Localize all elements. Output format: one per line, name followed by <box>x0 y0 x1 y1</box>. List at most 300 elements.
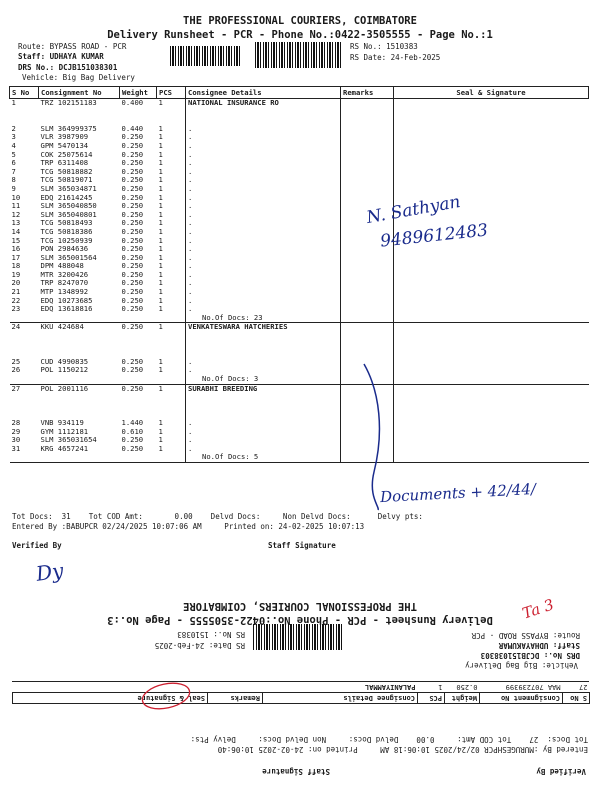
page3-subtitle: Delivery Runsheet - PCR - Phone No.:0422-3505555 - Page No.:3 <box>107 614 493 626</box>
cell-weight: 0.250 <box>121 226 144 236</box>
cell-remarks <box>341 271 394 280</box>
cell-pcs: 1 <box>158 140 163 150</box>
cell-consignee <box>186 108 341 117</box>
table-row <box>10 228 589 237</box>
cell-weight: 0.250 <box>121 158 144 168</box>
cell-consignee <box>186 410 341 419</box>
cell-remarks <box>341 176 394 185</box>
cell-consignee: . <box>186 228 341 237</box>
page3-col-sno: S No <box>563 693 590 704</box>
cell-pcs: 1 <box>158 304 163 314</box>
cell-consignment: POL 2001116 <box>40 383 89 393</box>
page3-vehicle: Vehicle: Big Bag Delivery <box>465 661 578 670</box>
cell-consignee <box>186 341 341 350</box>
page3-col-weight: Weight <box>445 693 480 704</box>
cell-consignee: . <box>186 254 341 263</box>
cell-weight: 0.250 <box>121 166 144 176</box>
cell-pcs: 1 <box>158 322 163 332</box>
cell-pcs: 1 <box>158 261 163 271</box>
blank-cell <box>39 375 120 384</box>
page3-upside-down <box>0 560 600 800</box>
cell-consignee: NATIONAL INSURANCE RO <box>186 99 341 108</box>
col-consignee: Consignee Details <box>186 87 341 99</box>
cell-weight: 0.250 <box>121 261 144 271</box>
cell-weight: 0.250 <box>121 132 144 142</box>
table-row <box>10 185 589 194</box>
drs-label: DRS No.: DCJB151038301 <box>18 63 118 72</box>
cell-remarks <box>341 159 394 168</box>
cell-consignee: . <box>186 305 341 314</box>
cell-sno: 10 <box>11 192 21 202</box>
cell-sno: 22 <box>11 295 21 305</box>
table-row <box>10 159 589 168</box>
cell-pcs: 1 <box>158 383 163 393</box>
cell-seal <box>394 142 589 151</box>
cell-sno: 6 <box>11 158 16 168</box>
table-row <box>10 168 589 177</box>
cell-consignment: DPM 488048 <box>40 261 84 271</box>
page3-verified-label: Verified By <box>536 767 586 776</box>
cell-pcs: 1 <box>158 365 163 375</box>
cell-consignee: . <box>186 125 341 134</box>
barcode-left <box>170 46 242 66</box>
table-row <box>10 219 589 228</box>
cell-consignee: . <box>186 279 341 288</box>
cell-consignee: VENKATESWARA HATCHERIES <box>186 323 341 332</box>
cell-sno: 5 <box>11 149 16 159</box>
cell-pcs: 1 <box>158 192 163 202</box>
cell-pcs: 1 <box>158 356 163 366</box>
cell-pcs: 1 <box>158 218 163 228</box>
cell-consignee: . <box>186 168 341 177</box>
table-row <box>10 323 589 332</box>
cell-consignee: . <box>186 436 341 445</box>
col-consignment: Consignment No <box>39 87 120 99</box>
col-remarks: Remarks <box>341 87 394 99</box>
cell-consignment: MTP 1348992 <box>40 287 89 297</box>
cell-consignment <box>39 393 120 402</box>
cell-consignee: . <box>186 185 341 194</box>
cell-sno: 24 <box>11 322 21 332</box>
cell-consignment: KRG 4657241 <box>40 443 89 453</box>
cell-consignment: SLM 364999375 <box>40 123 97 133</box>
page3-staff: Staff: UDHAYAKUMAR <box>498 641 580 650</box>
cell-pcs <box>157 402 186 411</box>
page3-cell-consignee: PALANIYAMMAL <box>364 683 416 691</box>
runsheet-subtitle: Delivery Runsheet - PCR - Phone No.:0422-3505555 - Page No.:1 <box>107 29 493 41</box>
cell-weight <box>120 402 157 411</box>
blank-cell <box>120 375 157 384</box>
blank-cell <box>157 375 186 384</box>
cell-sno: 8 <box>11 175 16 185</box>
cell-sno <box>10 341 39 350</box>
blank-cell <box>120 453 157 462</box>
page3-drs: DRS No.: DCJB151038303 <box>480 651 580 660</box>
page3-col-remarks: Remarks <box>208 693 263 704</box>
cell-pcs: 1 <box>158 149 163 159</box>
cell-seal <box>394 99 589 108</box>
cell-weight: 0.250 <box>121 383 144 393</box>
blank-cell <box>394 453 589 462</box>
cell-consignee: . <box>186 237 341 246</box>
cell-consignee: . <box>186 428 341 437</box>
page3-cell-consignment: MAA 707239399 <box>505 683 561 691</box>
cell-consignment: CUD 4990835 <box>40 356 89 366</box>
blank-cell <box>157 453 186 462</box>
rs-date: RS Date: 24-Feb-2025 <box>350 53 441 62</box>
cell-seal <box>394 108 589 117</box>
cell-pcs: 1 <box>158 226 163 236</box>
cell-seal <box>394 349 589 358</box>
cell-weight: 0.250 <box>121 244 144 254</box>
cell-remarks <box>341 168 394 177</box>
cell-sno: 9 <box>11 183 16 193</box>
cell-weight: 0.250 <box>121 192 144 202</box>
table-row <box>10 151 589 160</box>
cell-sno: 30 <box>11 435 21 445</box>
cell-remarks <box>341 116 394 125</box>
cell-remarks <box>341 125 394 134</box>
table-row <box>10 142 589 151</box>
cell-seal <box>394 176 589 185</box>
page3-company: THE PROFESSIONAL COURIERS, COIMBATORE <box>183 600 417 612</box>
cell-sno <box>10 108 39 117</box>
cell-pcs: 1 <box>158 166 163 176</box>
cell-seal <box>394 436 589 445</box>
cell-sno: 2 <box>11 123 16 133</box>
cell-sno: 29 <box>11 426 21 436</box>
docs-count-row <box>10 375 589 384</box>
table-row <box>10 279 589 288</box>
cell-pcs: 1 <box>158 201 163 211</box>
col-pcs: PCS <box>157 87 186 99</box>
page3-staff-signature: Staff Signature <box>262 767 330 776</box>
cell-remarks <box>341 133 394 142</box>
page3-col-consignee: Consignee Details <box>263 693 418 704</box>
cell-weight: 0.250 <box>121 295 144 305</box>
cell-remarks <box>341 341 394 350</box>
cell-consignment: TCG 10250939 <box>40 235 93 245</box>
cell-consignee: . <box>186 202 341 211</box>
cell-pcs <box>157 108 186 117</box>
cell-seal <box>394 323 589 332</box>
cell-consignment: SLM 365040801 <box>40 209 97 219</box>
table-row <box>10 366 589 375</box>
cell-remarks <box>341 142 394 151</box>
page3-col-pcs: PCS <box>418 693 445 704</box>
cell-remarks <box>341 194 394 203</box>
cell-seal <box>394 402 589 411</box>
cell-seal <box>394 366 589 375</box>
cell-consignee <box>186 332 341 341</box>
cell-consignment: SLM 365034871 <box>40 183 97 193</box>
cell-remarks <box>341 262 394 271</box>
cell-sno: 12 <box>11 209 21 219</box>
cell-weight: 0.250 <box>121 218 144 228</box>
docs-count: No.Of Docs: 23 <box>186 314 341 323</box>
cell-consignment: SLM 365040850 <box>40 201 97 211</box>
cell-pcs: 1 <box>158 295 163 305</box>
cell-weight: 0.250 <box>121 304 144 314</box>
vehicle-label: Vehicle: Big Bag Delivery <box>22 73 135 82</box>
cell-consignment: TCG 50818386 <box>40 226 93 236</box>
cell-sno: 4 <box>11 140 16 150</box>
cell-seal <box>394 279 589 288</box>
cell-seal <box>394 305 589 314</box>
page3-header-row <box>13 693 590 704</box>
cell-seal <box>394 332 589 341</box>
cell-seal <box>394 125 589 134</box>
cell-pcs <box>157 332 186 341</box>
cell-weight: 0.400 <box>121 98 144 107</box>
cell-weight: 0.440 <box>121 123 144 133</box>
cell-consignee: . <box>186 211 341 220</box>
cell-seal <box>394 393 589 402</box>
handwritten-name: N. Sathyan <box>364 191 462 229</box>
cell-sno <box>10 402 39 411</box>
docs-count-row <box>10 314 589 323</box>
cell-seal <box>394 271 589 280</box>
table-row <box>10 133 589 142</box>
cell-weight <box>120 332 157 341</box>
blank-cell <box>10 375 39 384</box>
table-row <box>10 402 589 411</box>
cell-consignee: . <box>186 245 341 254</box>
route-label: Route: BYPASS ROAD - PCR <box>18 42 127 51</box>
cell-weight: 0.610 <box>121 426 144 436</box>
cell-consignment: TCG 50818493 <box>40 218 93 228</box>
cell-consignee: SURABHI BREEDING <box>186 384 341 393</box>
cell-consignment: PON 2984636 <box>40 244 89 254</box>
cell-weight <box>120 341 157 350</box>
table-row <box>10 99 589 108</box>
table-row <box>10 445 589 454</box>
table-row <box>10 349 589 358</box>
cell-sno: 19 <box>11 269 21 279</box>
cell-seal <box>394 168 589 177</box>
cell-seal <box>394 151 589 160</box>
cell-sno <box>10 332 39 341</box>
cell-weight: 0.250 <box>121 365 144 375</box>
cell-sno: 16 <box>11 244 21 254</box>
cell-sno: 15 <box>11 235 21 245</box>
table-row <box>10 384 589 393</box>
cell-seal <box>394 116 589 125</box>
table-row <box>10 341 589 350</box>
page3-barcode <box>252 624 342 650</box>
cell-seal <box>394 133 589 142</box>
cell-consignment <box>39 341 120 350</box>
cell-weight: 0.250 <box>121 201 144 211</box>
docs-count: No.Of Docs: 5 <box>186 453 341 462</box>
cell-seal <box>394 288 589 297</box>
blank-cell <box>39 453 120 462</box>
col-seal: Seal & Signature <box>394 87 589 99</box>
cell-pcs: 1 <box>158 158 163 168</box>
cell-sno: 14 <box>11 226 21 236</box>
cell-consignee: . <box>186 366 341 375</box>
cell-consignee: . <box>186 219 341 228</box>
cell-pcs: 1 <box>158 269 163 279</box>
cell-seal <box>394 185 589 194</box>
cell-sno: 31 <box>11 443 21 453</box>
cell-consignment: POL 1150212 <box>40 365 89 375</box>
cell-consignment: VNB 934119 <box>40 417 84 427</box>
cell-seal <box>394 384 589 393</box>
page3-col-seal: Seal & Signature <box>13 693 208 704</box>
cell-pcs: 1 <box>158 244 163 254</box>
col-sno: S No <box>10 87 39 99</box>
cell-remarks <box>341 349 394 358</box>
cell-remarks <box>341 99 394 108</box>
table-row <box>10 108 589 117</box>
cell-consignment: KKU 424684 <box>40 322 84 332</box>
cell-consignment: EDQ 10273685 <box>40 295 93 305</box>
cell-weight: 0.250 <box>121 140 144 150</box>
cell-seal <box>394 297 589 306</box>
page3-cell-weight: 0.250 <box>456 683 478 691</box>
cell-consignee: . <box>186 419 341 428</box>
table-row <box>10 271 589 280</box>
page3-cell-sno: 27 <box>579 683 588 691</box>
cell-remarks <box>341 288 394 297</box>
cell-remarks <box>341 185 394 194</box>
page3-cell-remarks <box>208 682 263 693</box>
cell-sno: 21 <box>11 287 21 297</box>
cell-consignment <box>39 108 120 117</box>
cell-consignment <box>39 332 120 341</box>
runsheet-table <box>9 86 589 463</box>
table-row <box>10 211 589 220</box>
cell-consignee: . <box>186 176 341 185</box>
page3-col-consignment: Consignment No <box>480 693 563 704</box>
cell-pcs: 1 <box>158 252 163 262</box>
table-row <box>10 332 589 341</box>
cell-consignment: TRP 8247070 <box>40 278 89 288</box>
cell-sno: 3 <box>11 132 16 142</box>
blank-cell <box>394 314 589 323</box>
cell-pcs: 1 <box>158 123 163 133</box>
cell-sno: 23 <box>11 304 21 314</box>
cell-consignee: . <box>186 159 341 168</box>
cell-pcs: 1 <box>158 287 163 297</box>
cell-pcs: 1 <box>158 278 163 288</box>
rs-number: RS No.: 1510383 <box>350 42 418 51</box>
company-title: THE PROFESSIONAL COURIERS, COIMBATORE <box>183 15 417 27</box>
page3-table <box>12 681 590 704</box>
cell-consignment: SLM 365001564 <box>40 252 97 262</box>
page3-totals: Tot Docs: 27 Tot COD Amt: 0.00 Delvd Docs: Non Delvd Docs: Delvy Pts: <box>190 735 588 744</box>
red-handwritten-initial: Ta 3 <box>520 595 557 623</box>
cell-remarks <box>341 305 394 314</box>
cell-weight: 0.250 <box>121 269 144 279</box>
cell-seal <box>394 410 589 419</box>
cell-consignee: . <box>186 358 341 367</box>
docs-count: No.Of Docs: 3 <box>186 375 341 384</box>
table-row <box>10 297 589 306</box>
cell-consignment: TCG 50819071 <box>40 175 93 185</box>
cell-pcs: 1 <box>158 175 163 185</box>
cell-remarks <box>341 279 394 288</box>
cell-sno: 13 <box>11 218 21 228</box>
cell-remarks <box>341 323 394 332</box>
totals-line: Tot Docs: 31 Tot COD Amt: 0.00 Delvd Docs: Non Delvd Docs: Delvy pts: <box>12 512 423 521</box>
page3-rs-number: RS No.: 1510383 <box>177 630 245 639</box>
cell-weight: 0.250 <box>121 443 144 453</box>
cell-sno <box>10 393 39 402</box>
cell-seal <box>394 419 589 428</box>
cell-pcs: 1 <box>158 443 163 453</box>
cell-seal <box>394 445 589 454</box>
cell-consignee: . <box>186 194 341 203</box>
table-row <box>10 305 589 314</box>
cell-sno: 20 <box>11 278 21 288</box>
cell-weight: 0.250 <box>121 435 144 445</box>
cell-weight: 0.250 <box>121 322 144 332</box>
cell-consignee <box>186 349 341 358</box>
cell-sno: 28 <box>11 417 21 427</box>
cell-sno: 11 <box>11 201 21 211</box>
table-row <box>10 237 589 246</box>
cell-consignee: . <box>186 445 341 454</box>
page3-entered-by: Entered By :MURUGESHPCR 02/24/2025 10:06:18 AM Printed on: 24-02-2025 10:06:40 <box>217 745 588 754</box>
cell-consignee: . <box>186 142 341 151</box>
cell-consignee: . <box>186 262 341 271</box>
cell-seal <box>394 254 589 263</box>
cell-weight: 0.250 <box>121 356 144 366</box>
cell-weight: 0.250 <box>121 175 144 185</box>
cell-consignment: GYM 1112181 <box>40 426 89 436</box>
table-row <box>10 419 589 428</box>
cell-seal <box>394 358 589 367</box>
cell-weight: 0.250 <box>121 278 144 288</box>
cell-weight: 0.250 <box>121 235 144 245</box>
cell-consignment <box>39 402 120 411</box>
blank-cell <box>394 375 589 384</box>
cell-remarks <box>341 332 394 341</box>
cell-sno: 18 <box>11 261 21 271</box>
cell-remarks <box>341 254 394 263</box>
table-row <box>10 410 589 419</box>
cell-remarks <box>341 151 394 160</box>
blank-cell <box>10 453 39 462</box>
cell-sno: 25 <box>11 356 21 366</box>
barcode-right <box>255 42 343 68</box>
entered-by-line: Entered By :BABUPCR 02/24/2025 10:07:06 AM Printed on: 24-02-2025 10:07:13 <box>12 522 365 531</box>
cell-pcs: 1 <box>158 235 163 245</box>
cell-consignment: EDQ 13618816 <box>40 304 93 314</box>
cell-sno: 27 <box>11 383 21 393</box>
cell-seal <box>394 262 589 271</box>
table-row <box>10 288 589 297</box>
cell-consignment: SLM 365031654 <box>40 435 97 445</box>
cell-consignment: TRZ 102151183 <box>40 98 97 107</box>
cell-pcs: 1 <box>158 132 163 142</box>
handwritten-phone: 9489612483 <box>379 220 489 252</box>
cell-weight: 1.440 <box>121 417 144 427</box>
cell-consignment: EDQ 21614245 <box>40 192 93 202</box>
red-stamp-oval <box>136 676 196 716</box>
handwritten-docs-note: Documents + 42/44/ <box>379 479 537 507</box>
cell-consignee <box>186 116 341 125</box>
blank-cell <box>341 314 394 323</box>
col-weight: Weight <box>120 87 157 99</box>
cell-sno: 26 <box>11 365 21 375</box>
table-row <box>13 682 590 693</box>
table-header-row <box>10 87 589 99</box>
cell-consignment: GPM 5470134 <box>40 140 89 150</box>
cell-weight: 0.250 <box>121 183 144 193</box>
